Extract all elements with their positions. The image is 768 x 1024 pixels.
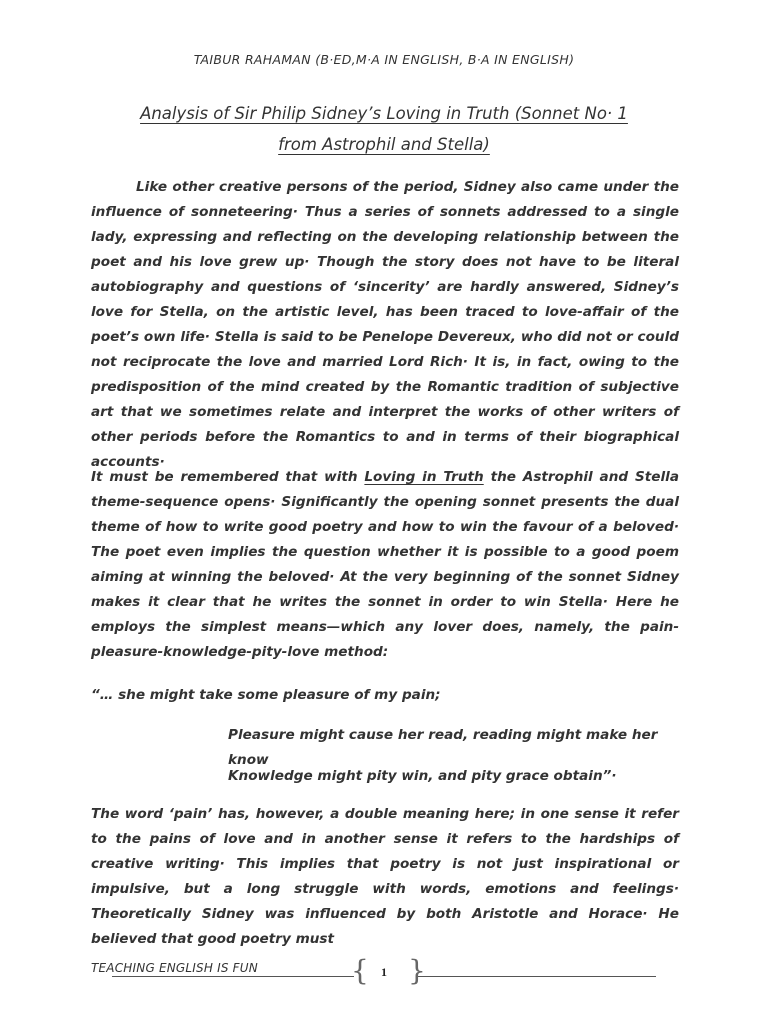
page-header: TAIBUR RAHAMAN (B·ED,M·A IN ENGLISH, B·A IN ENGLISH) [193, 52, 575, 67]
footer-rule-left [112, 976, 354, 977]
paragraph-text: It must be remembered that with [91, 469, 365, 485]
footer-text: TEACHING ENGLISH IS FUN [91, 961, 258, 975]
page-number: 1 [381, 965, 387, 979]
paragraph-intro: Like other creative persons of the period, Sidney also came under the influence of sonneteering· Thus a series of sonnets addressed to a single lady, expressing and reflecting on the developing relationship between the poet and his love grew up· Though the story does not have to be literal autobiography and questions of ‘sincerity’ are hardly answered, Sidney’s love for Stella, on the artistic level, has been traced to love-affair of the poet’s own life· Stella is said to be Penelope Devereux, who did not or could not reciprocate the love and married Lord Rich· It is, in fact, owing to the predisposition of the mind created by the Romantic tradition of subjective art that we sometimes relate and interpret the works of other writers of other periods before the Romantics to and in terms of their biographical accounts· [91, 179, 679, 470]
paragraph-loving-in-truth [91, 465, 679, 665]
quote-line-3: Knowledge might pity win, and pity grace obtain”· [228, 768, 617, 784]
paragraph-text: the Astrophil and Stella theme-sequence opens· Significantly the opening sonnet presents the dual theme of how to write good poetry and how to win the favour of a beloved· The poet even implies the question whether it is possible to a good poem aiming at winning the beloved· At the very beginning of the sonnet Sidney makes it clear that he writes the sonnet in order to win Stella· Here he employs the simplest means—which any lover does, namely, the pain-pleasure-knowledge-pity-love method: [91, 469, 679, 660]
quote-line-2: Pleasure might cause her read, reading might make her know [228, 727, 658, 768]
right-brace-icon: } [408, 954, 426, 987]
quote-line-1: “… she might take some pleasure of my pain; [91, 687, 441, 703]
footer-rule-right [418, 976, 656, 977]
title-line-1: Analysis of Sir Philip Sidney’s Loving in Truth (Sonnet No· 1 [140, 104, 628, 123]
underlined-title: Loving in Truth [364, 469, 484, 485]
paragraph-pain-meaning: The word ‘pain’ has, however, a double meaning here; in one sense it refer to the pains of love and in another sense it refers to the hardships of creative writing· This implies that poetry is not just inspirational or impulsive, but a long struggle with words, emotions and feelings· Theoretically Sidney was influenced by both Aristotle and Horace· He believed that good poetry must [91, 806, 679, 947]
title-line-2: from Astrophil and Stella) [278, 135, 490, 154]
document-title [90, 98, 678, 160]
left-brace-icon: { [351, 954, 369, 987]
